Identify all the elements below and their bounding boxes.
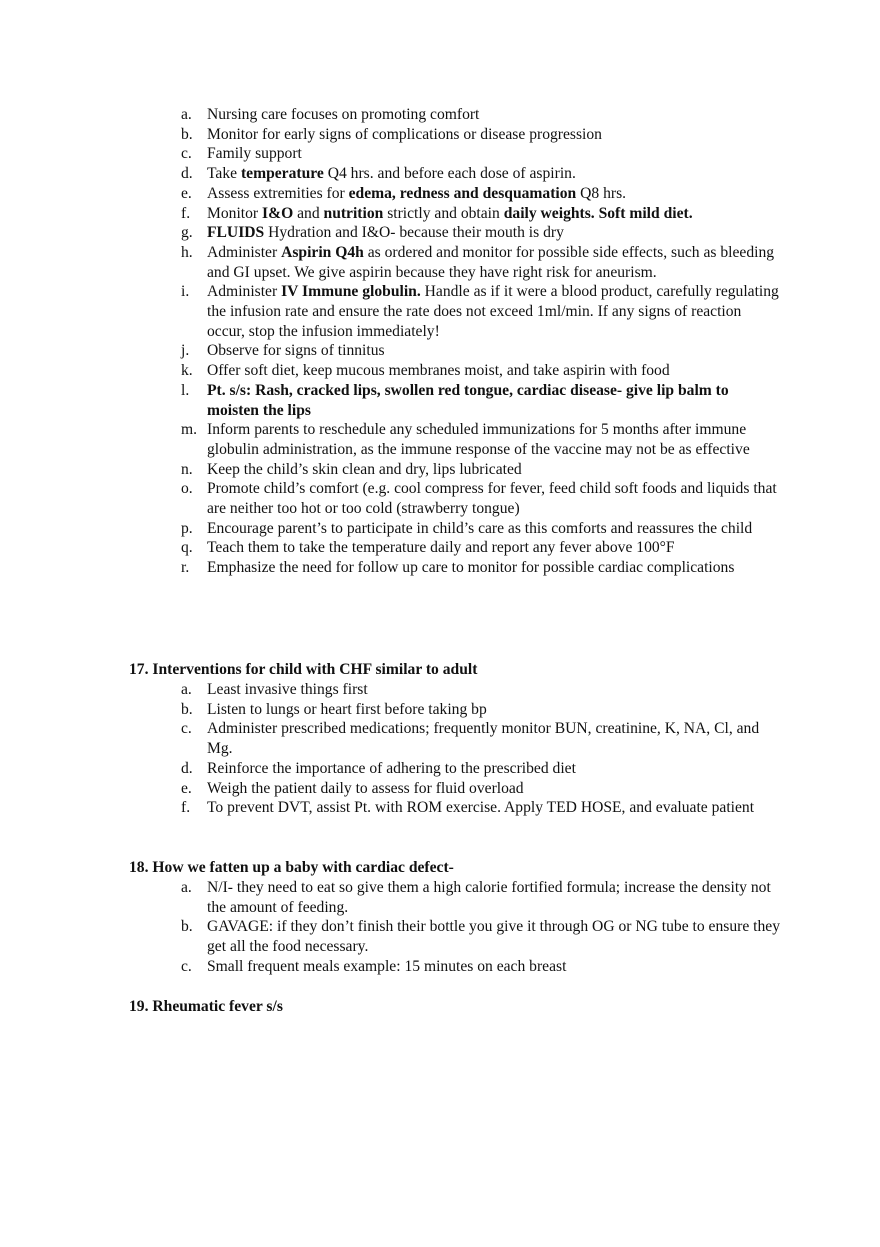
list-item-text xyxy=(207,145,302,162)
list-marker: a. xyxy=(181,106,192,123)
text-run: Q4 hrs. and before each dose of aspirin. xyxy=(323,165,576,183)
list-marker: k. xyxy=(181,362,193,380)
text-run: Monitor xyxy=(207,204,263,222)
text-run: Administer xyxy=(207,243,282,261)
text-run: Monitor for early signs of complications or disease progression xyxy=(207,125,602,143)
list-marker: b. xyxy=(181,918,193,936)
text-run: Family support xyxy=(207,145,302,163)
list-marker: h. xyxy=(181,243,193,261)
bold-text: temperature xyxy=(240,165,324,183)
list-item xyxy=(181,680,781,700)
list-item xyxy=(181,519,781,539)
text-run: Weigh the patient daily to assess for fluid overload xyxy=(207,779,524,797)
list-item-text xyxy=(207,701,487,718)
list-marker: o. xyxy=(181,480,193,498)
list-item xyxy=(181,460,781,480)
list-marker: c. xyxy=(181,720,192,738)
list-item xyxy=(181,144,781,164)
list-item-text xyxy=(207,362,670,379)
list-item-text xyxy=(207,918,780,955)
text-run: strictly and obtain xyxy=(383,204,504,222)
text-run: as ordered and monitor for possible side effects, such as bleeding and GI upset. We give aspirin because they have right risk for aneurism. xyxy=(207,243,775,281)
list-item-text xyxy=(207,244,774,281)
text-run: Encourage parent’s to participate in child’s care as this comforts and reassures the child xyxy=(207,519,753,537)
list-marker: c. xyxy=(181,145,192,163)
list-item xyxy=(181,700,781,720)
list-item-text xyxy=(207,720,759,757)
list-item-text xyxy=(207,382,729,419)
list-item-text xyxy=(207,224,564,241)
list-marker: q. xyxy=(181,539,193,557)
list-item-text xyxy=(207,126,602,143)
text-run: Take xyxy=(207,165,241,183)
text-run: Teach them to take the temperature daily and report any fever above 100°F xyxy=(207,539,675,557)
list-item-text xyxy=(207,879,771,916)
list-item xyxy=(181,719,781,758)
list-item-text xyxy=(207,539,675,556)
list-item xyxy=(181,243,781,282)
list-item-text xyxy=(207,283,779,339)
text-run: Small frequent meals example: 15 minutes on each breast xyxy=(207,957,567,975)
list-item xyxy=(181,381,781,420)
list-item-text xyxy=(207,799,754,816)
bold-text: IV Immune globulin. xyxy=(281,283,421,301)
text-run: Keep the child’s skin clean and dry, lips lubricated xyxy=(207,460,522,478)
list-marker: a. xyxy=(181,879,192,896)
text-run: Observe for signs of tinnitus xyxy=(207,342,385,360)
list-marker: d. xyxy=(181,165,193,183)
list-item xyxy=(181,779,781,799)
list-item-text xyxy=(207,520,752,537)
bold-text: Pt. s/s: Rash, cracked lips, swollen red tongue, cardiac disease- give lip balm to moisten the lips xyxy=(207,381,729,419)
cardiac-defect-feeding-list xyxy=(181,878,781,977)
list-item-text xyxy=(207,958,566,975)
list-item xyxy=(181,479,781,518)
section-18-heading: 18. How we fatten up a baby with cardiac defect- xyxy=(129,859,454,876)
bold-text: edema, redness and desquamation xyxy=(348,184,577,202)
bold-text: Aspirin Q4h xyxy=(281,243,364,261)
text-run: Listen to lungs or heart first before taking bp xyxy=(207,700,487,718)
list-item-text xyxy=(207,421,750,458)
list-marker: l. xyxy=(181,381,190,399)
list-item-text xyxy=(207,559,734,576)
bold-text: I&O xyxy=(262,204,294,222)
list-item-text xyxy=(207,205,693,222)
text-run: Q8 hrs. xyxy=(576,184,627,202)
list-item-text xyxy=(207,106,479,123)
list-item xyxy=(181,223,781,243)
list-marker: e. xyxy=(181,184,192,202)
list-marker: e. xyxy=(181,779,192,797)
list-item-text xyxy=(207,185,626,202)
list-marker: c. xyxy=(181,957,192,975)
list-marker: a. xyxy=(181,681,192,698)
list-marker: g. xyxy=(181,224,193,242)
list-marker: p. xyxy=(181,519,193,537)
list-item xyxy=(181,282,781,341)
list-item-text xyxy=(207,760,576,777)
text-run: N/I- they need to eat so give them a high calorie fortified formula; increase the density not the amount of feeding. xyxy=(207,879,771,916)
list-marker: n. xyxy=(181,460,193,478)
list-marker: j. xyxy=(181,342,190,360)
list-item xyxy=(181,184,781,204)
bold-text: daily weights. Soft mild diet. xyxy=(503,204,693,222)
text-run: To prevent DVT, assist Pt. with ROM exercise. Apply TED HOSE, and evaluate patient xyxy=(207,799,755,817)
text-run: Least invasive things first xyxy=(207,681,368,698)
list-item-text xyxy=(207,461,522,478)
bold-text: FLUIDS xyxy=(207,224,265,242)
bold-text: nutrition xyxy=(323,204,384,222)
text-run: Reinforce the importance of adhering to the prescribed diet xyxy=(207,759,576,777)
section-19-heading: 19. Rheumatic fever s/s xyxy=(129,998,283,1015)
text-run: Promote child’s comfort (e.g. cool compress for fever, feed child soft foods and liquids that are neither too hot or too cold (strawberry tongue) xyxy=(207,480,777,518)
list-item xyxy=(181,361,781,381)
list-marker: f. xyxy=(181,799,191,817)
list-item xyxy=(181,957,781,977)
list-item xyxy=(181,538,781,558)
text-run: GAVAGE: if they don’t finish their bottle you give it through OG or NG tube to ensure they get all the food necessary. xyxy=(207,918,781,956)
list-item xyxy=(181,878,781,917)
text-run: Handle as if it were a blood product, carefully regulating the infusion rate and ensure the rate does not exceed 1ml/min. If any signs of reaction occur, stop the infusion immediately! xyxy=(207,283,779,340)
list-item xyxy=(181,798,781,818)
kawasaki-interventions-list xyxy=(181,105,781,578)
list-marker: m. xyxy=(181,421,198,439)
list-item-text xyxy=(207,480,777,517)
list-marker: b. xyxy=(181,700,193,718)
list-marker: d. xyxy=(181,759,193,777)
list-item xyxy=(181,341,781,361)
text-run: Assess extremities for xyxy=(207,184,349,202)
list-item-text xyxy=(207,165,576,182)
list-item xyxy=(181,759,781,779)
text-run: Offer soft diet, keep mucous membranes moist, and take aspirin with food xyxy=(207,362,670,380)
text-run: and xyxy=(293,204,324,222)
list-item-text xyxy=(207,342,385,359)
text-run: Inform parents to reschedule any scheduled immunizations for 5 months after immune globulin administration, as the immune response of the vaccine may not be as effective xyxy=(207,421,750,458)
list-item xyxy=(181,558,781,578)
text-run: Hydration and I&O- because their mouth is dry xyxy=(264,224,564,242)
list-item xyxy=(181,125,781,145)
list-marker: r. xyxy=(181,559,190,577)
section-17-heading: 17. Interventions for child with CHF similar to adult xyxy=(129,661,478,678)
text-run: Administer prescribed medications; frequently monitor BUN, creatinine, K, NA, Cl, and Mg. xyxy=(207,720,760,758)
list-marker: f. xyxy=(181,204,191,222)
list-item-text xyxy=(207,780,524,797)
list-item-text xyxy=(207,681,368,698)
list-item xyxy=(181,917,781,956)
text-run: Emphasize the need for follow up care to monitor for possible cardiac complications xyxy=(207,559,735,577)
text-run: Administer xyxy=(207,283,282,301)
list-item xyxy=(181,420,781,459)
list-marker: i. xyxy=(181,283,190,301)
chf-interventions-list xyxy=(181,680,781,818)
list-item xyxy=(181,204,781,224)
text-run: Nursing care focuses on promoting comfort xyxy=(207,106,480,123)
list-item xyxy=(181,164,781,184)
list-marker: b. xyxy=(181,125,193,143)
list-item xyxy=(181,105,781,125)
